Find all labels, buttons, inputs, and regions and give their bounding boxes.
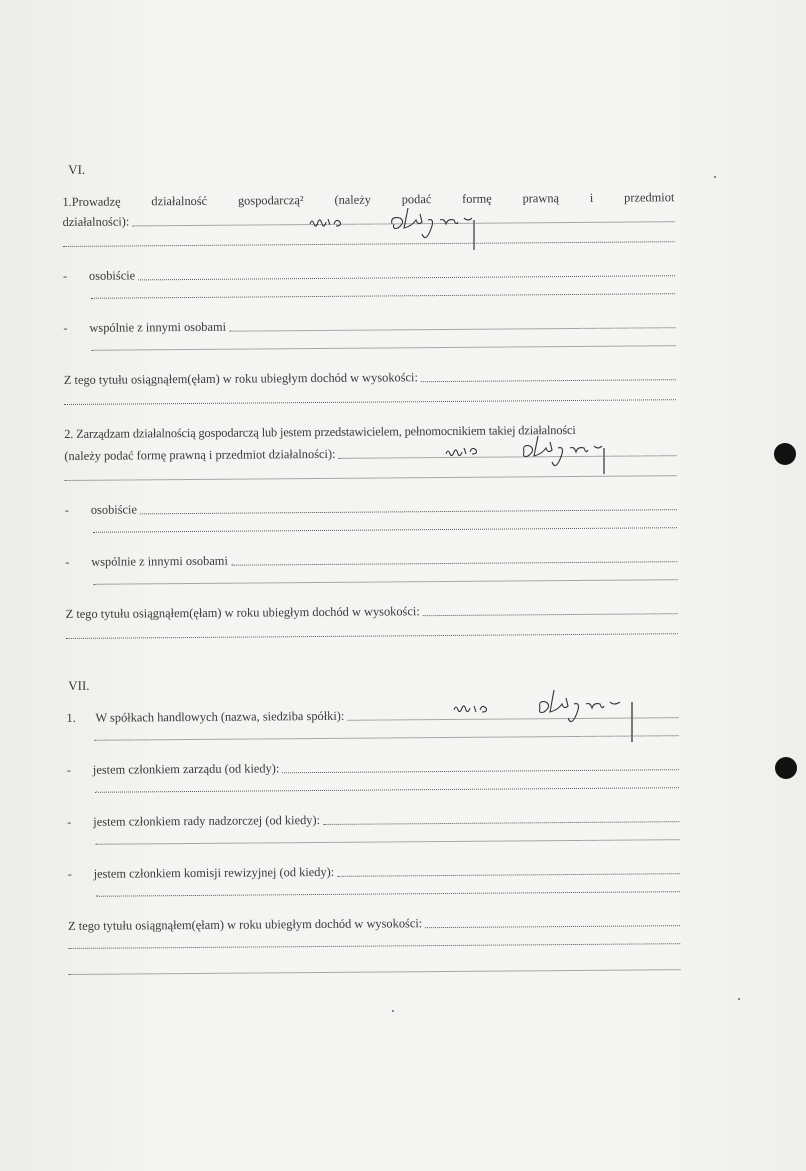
item-2-personally-row [65,497,677,518]
item-2-jointly-row [65,549,677,570]
jointly-label: wspólnie z innymi osobami [91,553,228,569]
section-heading-vii: VII. [68,677,90,693]
supervisory-label: jestem członkiem rady nadzorczej (od kiedy): [93,812,321,829]
dotted-fill [423,612,678,616]
dotted-fill [421,378,676,382]
item-1-word: podać [401,192,432,207]
dash: - [62,268,68,283]
dotted-fill [229,326,675,332]
item-1-word: działalność [151,193,208,209]
dotted-fill [425,924,680,928]
item-1-word: i [589,190,594,205]
dotted-fill [140,508,677,514]
section-7-income-row [68,913,680,934]
punch-hole [775,757,797,779]
dash: - [66,762,72,777]
scan-speck [714,176,716,178]
dotted-line [68,969,680,975]
dash: - [64,502,70,517]
companies-label: W spółkach handlowych (nazwa, siedziba spółki): [95,708,345,725]
item-1-word: 1.Prowadzę [62,194,121,209]
item-1-personally-row [63,263,675,284]
item-2-text: 2. Zarządzam działalnością gospodarczą lub jestem przedstawicielem, pełnomocnikiem takiej działalności [64,422,576,441]
dash: - [67,814,72,829]
item-2-label-cont: (należy podać formę prawną i przedmiot działalności): [64,446,336,463]
item-1-word: formę [462,191,492,206]
scan-speck [738,998,740,1000]
handwritten-answer-3 [450,688,640,744]
item-1-jointly-row [63,315,675,336]
dotted-line [66,633,678,639]
dotted-line [92,345,676,351]
audit-row [68,861,680,882]
dotted-line [93,579,677,585]
dash: - [65,554,70,569]
dotted-fill [282,768,679,773]
dotted-line [95,839,679,845]
personally-label: osobiście [88,268,136,283]
income-label: Z tego tytułu osiągnąłem(ęłam) w roku ubiegłym dochód w wysokości: [68,916,423,933]
dotted-line [93,527,677,533]
supervisory-row [67,809,679,830]
item-1-label-cont: działalności): [62,214,130,229]
dotted-line [95,787,679,793]
punch-hole [774,443,796,465]
income-label: Z tego tytułu osiągnąłem(ęłam) w roku ubiegłym dochód w wysokości: [65,604,420,621]
dotted-fill [323,820,679,825]
income-label: Z tego tytułu osiągnąłem(ęłam) w roku ubiegłym dochód w wysokości: [63,370,418,387]
handwritten-answer-1 [306,204,486,256]
item-1-income-row [64,367,676,388]
personally-label: osobiście [90,502,138,517]
item-number: 1. [66,710,76,725]
scan-speck [392,1010,394,1012]
item-1-word: prawną [522,191,560,206]
audit-label: jestem członkiem komisji rewizyjnej (od kiedy): [93,864,335,881]
dotted-fill [231,560,677,566]
board-row [67,757,679,778]
dotted-line [64,399,676,405]
dotted-line [96,891,680,897]
dash: - [67,866,72,881]
form-content [62,145,675,933]
dotted-fill [138,274,675,280]
dash: - [63,320,68,335]
item-1-word: przedmiot [624,190,675,205]
handwritten-answer-2 [440,430,620,478]
board-label: jestem członkiem zarządu (od kiedy): [92,761,280,777]
item-2-income-row [66,601,678,622]
dotted-fill [337,872,679,877]
dotted-line [68,943,680,949]
jointly-label: wspólnie z innymi osobami [89,319,227,335]
section-heading-vi: VI. [68,161,86,177]
dotted-line [91,293,675,299]
item-1-word: (należy [334,192,371,207]
item-1-word: gospodarczą² [237,193,304,208]
